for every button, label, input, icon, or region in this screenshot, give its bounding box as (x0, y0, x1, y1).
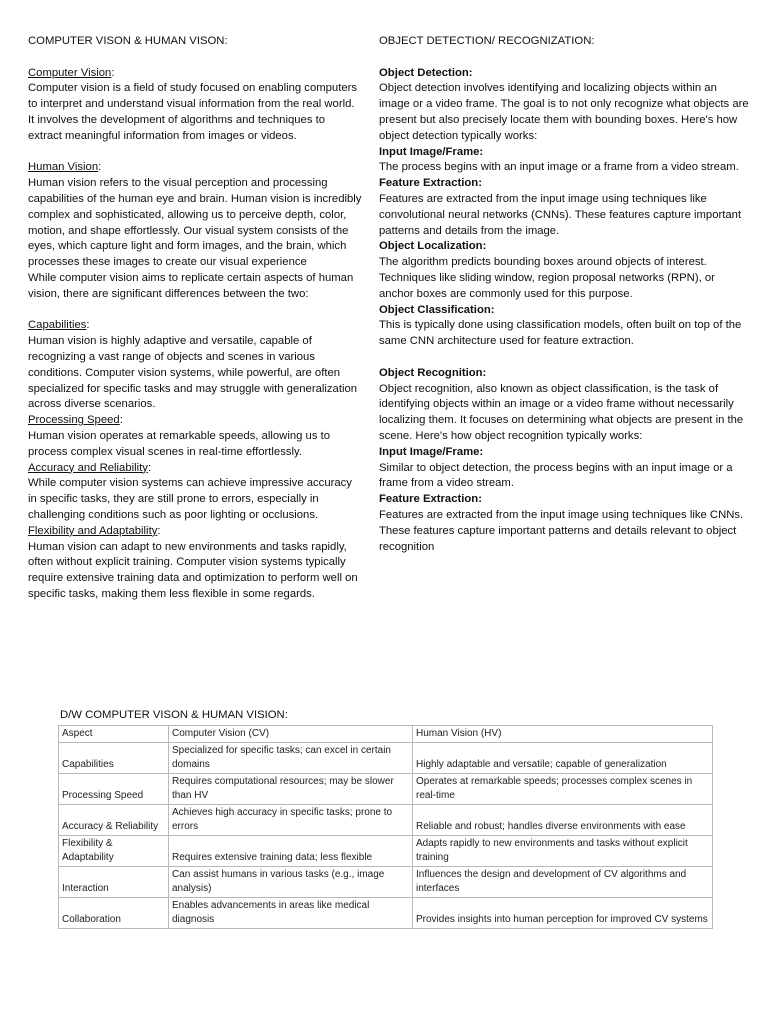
left-column-title: COMPUTER VISON & HUMAN VISON: (28, 35, 228, 47)
table-cell: Computer Vision (CV) (169, 726, 413, 743)
heading-suffix: : (147, 461, 152, 474)
section-heading: Flexibility and Adaptability (28, 524, 158, 537)
table-cell: Collaboration (59, 898, 169, 929)
table-cell: Can assist humans in various tasks (e.g., image analysis) (169, 867, 413, 898)
table-row (59, 805, 713, 836)
table-cell: Flexibility & Adaptability (59, 836, 169, 867)
step-text: Features are extracted from the input image using techniques like convolutional neural networks (CNNs). These features capture important patterns and details from the image. (379, 192, 742, 237)
heading-suffix: : (119, 414, 123, 427)
section-body: Human vision is highly adaptive and versatile, capable of recognizing a vast range of objects and scenes in various conditions. Computer vision systems, while powerful, are often specialized for specific tasks and may struggle with generalization across diverse scenarios. (28, 335, 358, 411)
step-text: This is typically done using classification models, often built on top of the same CNN architecture used for feature extraction. (379, 319, 742, 348)
right-column-title: OBJECT DETECTION/ RECOGNIZATION: (379, 35, 595, 47)
table-row (59, 774, 713, 805)
section-object-detection (379, 66, 749, 350)
table-cell: Provides insights into human perception for improved CV systems (413, 898, 713, 929)
table-cell: Operates at remarkable speeds; processes complex scenes in real-time (413, 774, 713, 805)
section-body-continued: While computer vision aims to replicate certain aspects of human vision, there are significant differences between the two: (28, 271, 354, 300)
table-cell: Requires extensive training data; less flexible (169, 836, 413, 867)
section-accuracy-reliability (28, 461, 362, 524)
step-heading: Object Classification: (379, 303, 495, 316)
comparison-block (58, 708, 712, 929)
table-cell: Influences the design and development of CV algorithms and interfaces (413, 867, 713, 898)
left-column (28, 34, 362, 603)
section-object-recognition (379, 366, 749, 554)
section-body: Human vision refers to the visual perception and processing capabilities of the human eye and brain. Human vision is incredibly complex and sophisticated, allowing us to perceive depth, color, motion, and shape effortlessly. Our visual system consists of the eyes, which capture light and form images, and the brain, which processes these images to create our visual experience (28, 177, 362, 269)
section-human-vision (28, 160, 362, 302)
section-flexibility-adaptability (28, 524, 362, 603)
table-row (59, 898, 713, 929)
section-intro: Object recognition, also known as object classification, is the task of identifying objects within an image or a video frame without necessarily localizing them. It focuses on determining what objects are present in the scene. Here's how object recognition typically works: (379, 382, 744, 442)
step-text: Features are extracted from the input image using techniques like CNNs. These features capture important patterns and details relevant to object recognition (379, 508, 744, 553)
table-cell: Requires computational resources; may be slower than HV (169, 774, 413, 805)
step-heading: Feature Extraction: (379, 493, 482, 506)
section-capabilities (28, 318, 362, 413)
section-body: While computer vision systems can achieve impressive accuracy in specific tasks, they are still prone to errors, especially in challenging conditions such as poor lighting or occlusions. (28, 477, 352, 521)
section-heading: Accuracy and Reliability (28, 461, 148, 474)
section-intro: Object detection involves identifying and localizing objects within an image or a video frame. The goal is to not only recognize what objects are present but also precisely locate them with bounding boxes. Here's how object detection typically works: (379, 82, 749, 142)
section-heading: Capabilities (28, 319, 87, 332)
step-text: The process begins with an input image or a frame from a video stream. (379, 161, 739, 174)
comparison-table (58, 725, 713, 929)
heading-suffix: : (98, 161, 102, 174)
table-cell: Interaction (59, 867, 169, 898)
step-heading: Object Localization: (379, 240, 487, 253)
table-cell: Highly adaptable and versatile; capable of generalization (413, 743, 713, 774)
table-cell: Processing Speed (59, 774, 169, 805)
right-column (379, 34, 749, 554)
section-heading: Processing Speed (28, 414, 120, 427)
comparison-title: D/W COMPUTER VISON & HUMAN VISION: (60, 709, 288, 721)
table-row (59, 836, 713, 867)
heading-suffix: : (111, 66, 115, 79)
heading-suffix: : (157, 524, 161, 537)
table-cell: Achieves high accuracy in specific tasks; prone to errors (169, 805, 413, 836)
table-row (59, 867, 713, 898)
section-processing-speed (28, 413, 362, 460)
section-heading: Object Recognition: (379, 366, 487, 379)
table-cell: Accuracy & Reliability (59, 805, 169, 836)
section-computer-vision (28, 66, 362, 145)
table-cell: Specialized for specific tasks; can excel in certain domains (169, 743, 413, 774)
table-cell: Human Vision (HV) (413, 726, 713, 743)
section-body: Computer vision is a field of study focused on enabling computers to interpret and understand visual information from the real world. It involves the development of algorithms and techniques to extract meaningful information from images or videos. (28, 82, 358, 142)
step-text: The algorithm predicts bounding boxes around objects of interest. Techniques like sliding window, region proposal networks (RPN), or anchor boxes are commonly used for this purpose. (379, 256, 715, 300)
table-cell: Capabilities (59, 743, 169, 774)
step-text: Similar to object detection, the process begins with an input image or a frame from a video stream. (379, 461, 733, 490)
table-cell: Enables advancements in areas like medical diagnosis (169, 898, 413, 929)
step-heading: Feature Extraction: (379, 177, 482, 190)
section-body: Human vision can adapt to new environments and tasks rapidly, often without explicit training. Computer vision systems typically require extensive training data and optimization to perform well on specific tasks, making them less flexible in some regards. (28, 540, 358, 600)
section-heading: Computer Vision (28, 66, 112, 79)
step-heading: Input Image/Frame: (379, 145, 484, 158)
section-body: Human vision operates at remarkable speeds, allowing us to process complex visual scenes in real-time effortlessly. (28, 429, 331, 458)
table-cell: Reliable and robust; handles diverse environments with ease (413, 805, 713, 836)
heading-suffix: : (86, 319, 90, 332)
table-row (59, 743, 713, 774)
step-heading: Input Image/Frame: (379, 445, 484, 458)
table-row (59, 726, 713, 743)
section-heading: Object Detection: (379, 66, 473, 79)
table-cell: Adapts rapidly to new environments and tasks without explicit training (413, 836, 713, 867)
section-heading: Human Vision (28, 161, 99, 174)
table-cell: Aspect (59, 726, 169, 743)
